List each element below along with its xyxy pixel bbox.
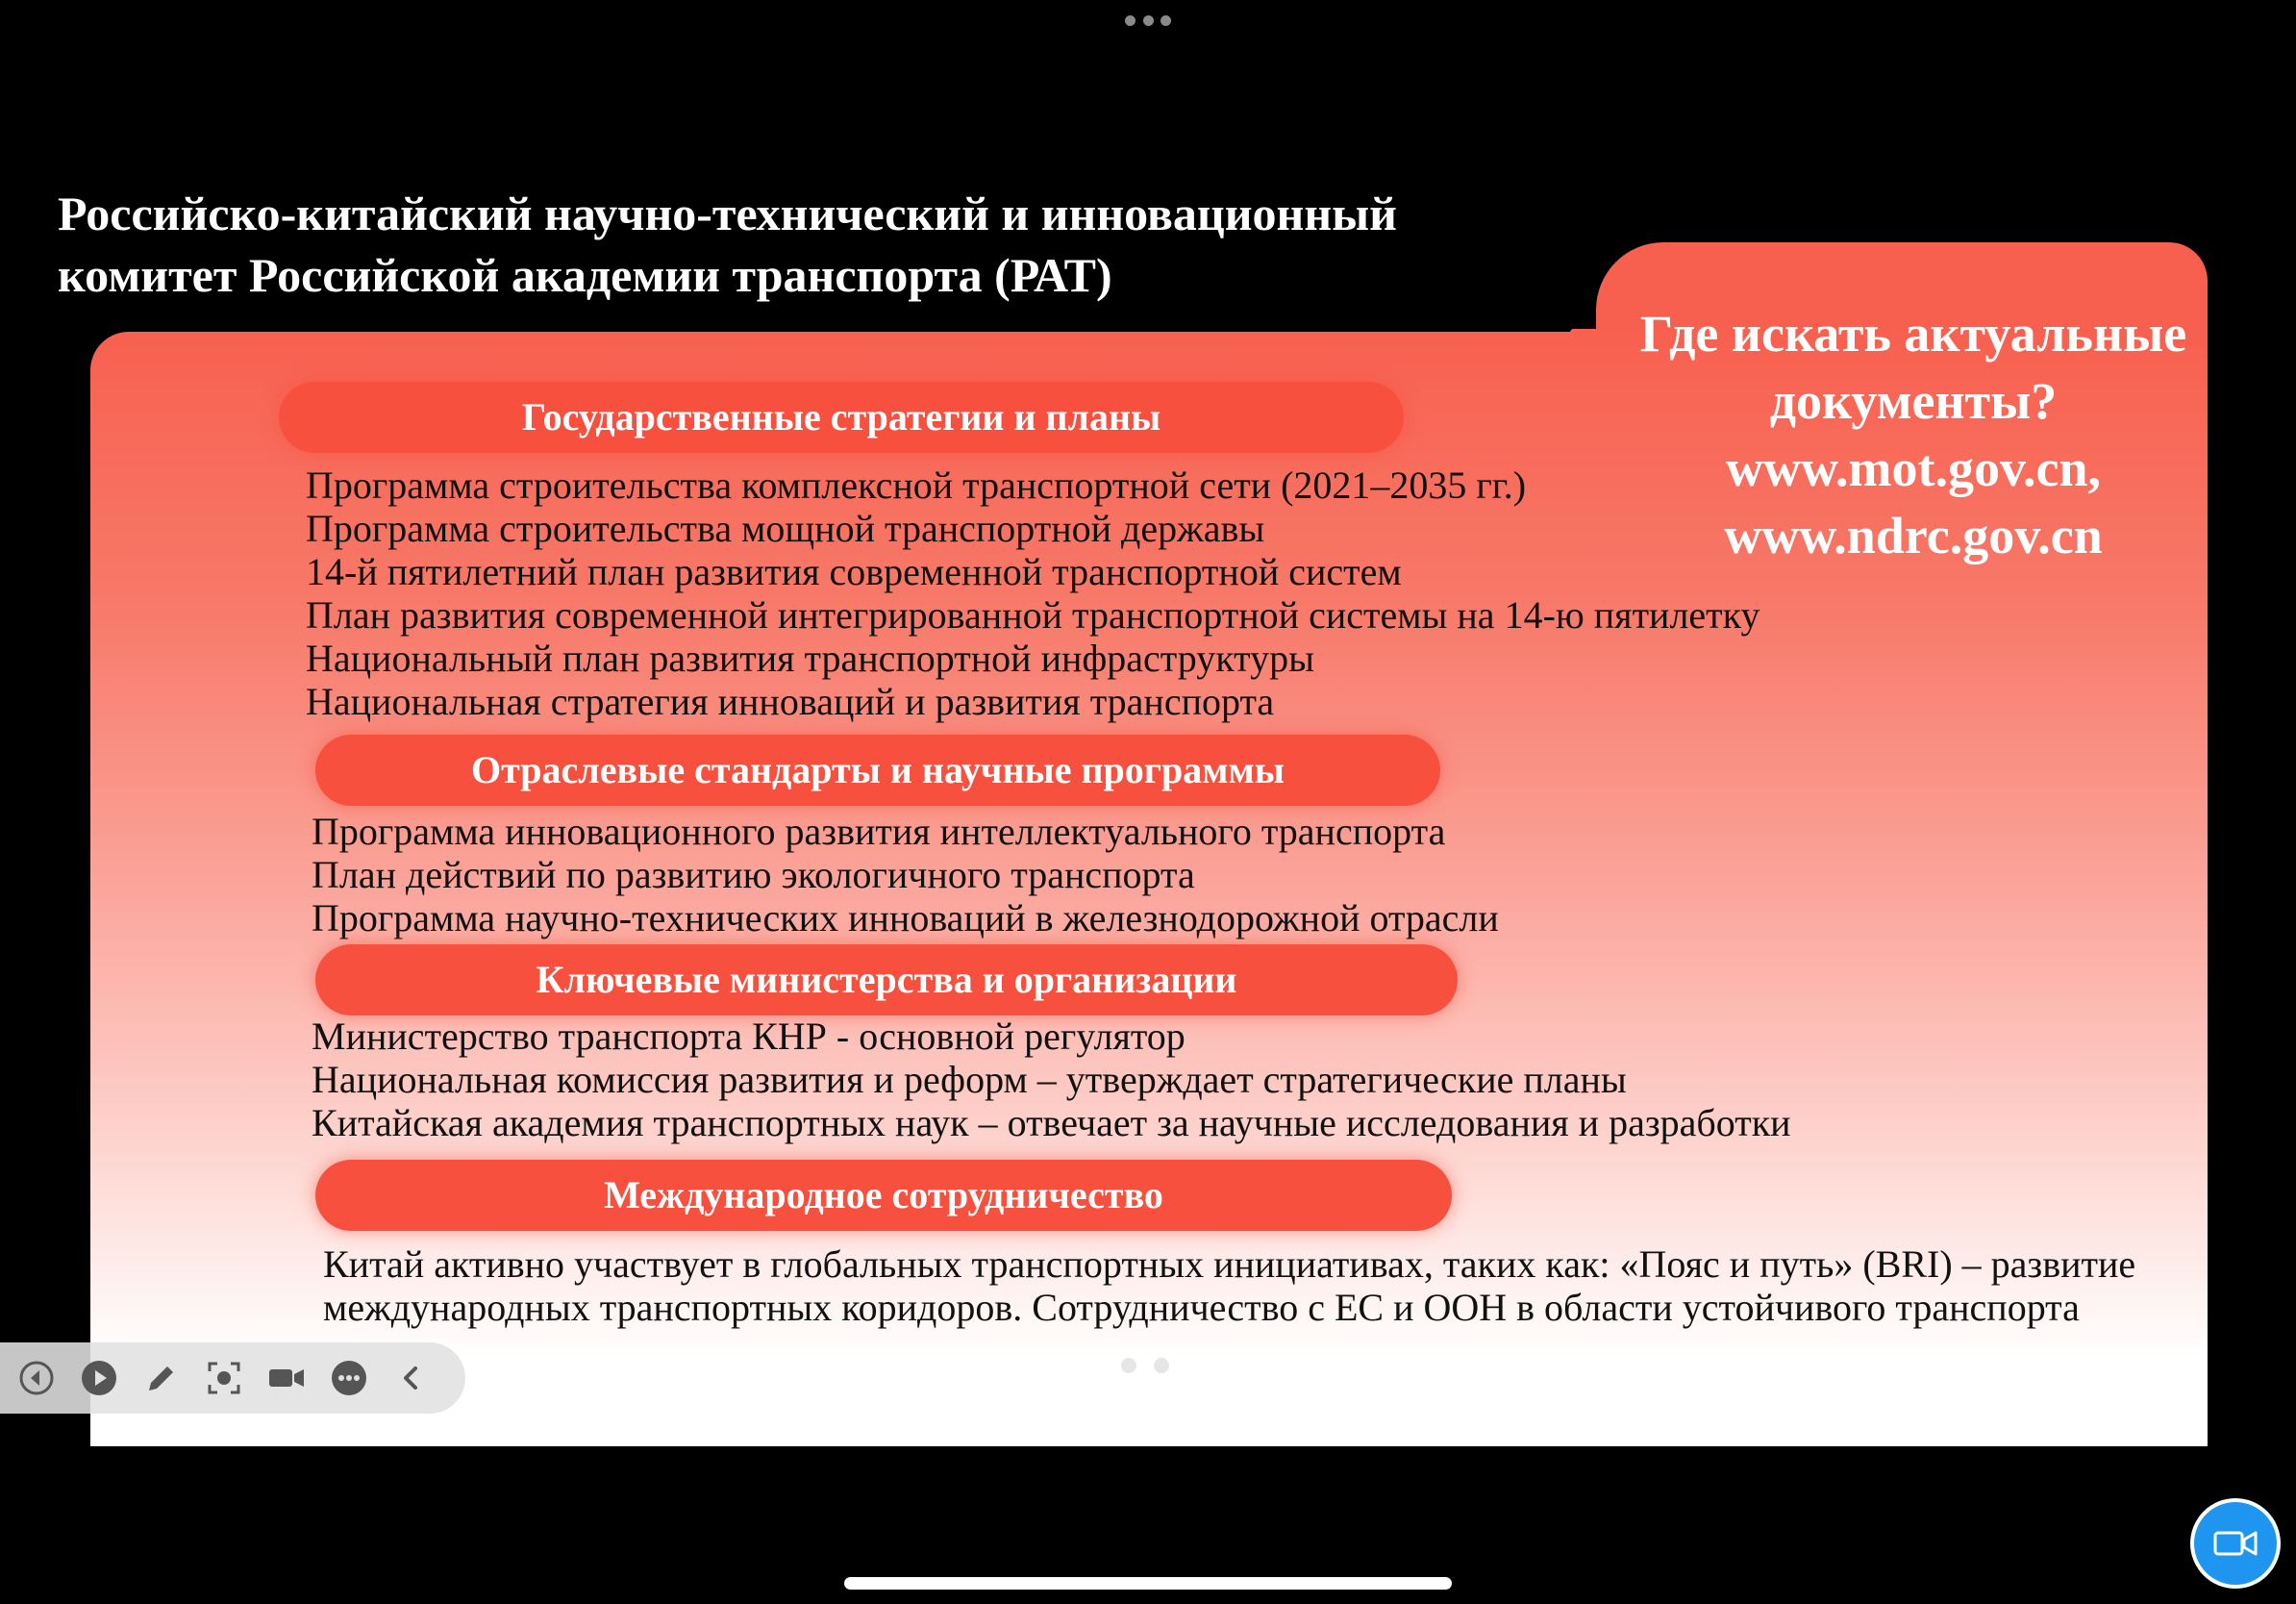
video-camera-icon [2212,1520,2259,1566]
presentation-toolbar [0,1342,465,1414]
multitasking-dots[interactable] [1125,15,1171,29]
list-item: 14-й пятилетний план развития современной транспортной систем [306,550,1402,593]
presentation-slide [0,156,2296,1446]
industry-standards-list [312,810,1499,940]
dot [1125,15,1136,26]
state-strategies-list [306,464,1760,723]
list-item: Программа строительства мощной транспортной державы [306,507,1265,550]
list-item: Национальный план развития транспортной инфраструктуры [306,637,1314,680]
camera-icon[interactable] [267,1359,306,1397]
section-heading-key-ministries: Ключевые министерства и организации [315,944,1458,1015]
list-item: План развития современной интегрированной транспортной системы на 14-ю пятилетку [306,593,1760,637]
prev-icon[interactable] [17,1359,56,1397]
dot [1160,15,1171,26]
list-item: Программа инновационного развития интеллектуального транспорта [312,810,1446,853]
list-item: Китайская академия транспортных наук – отвечает за научные исследования и разработки [312,1101,1791,1144]
more-icon[interactable] [330,1359,368,1397]
dot [1143,15,1154,26]
play-icon[interactable] [80,1359,118,1397]
page-dot [1154,1358,1169,1373]
list-item: План действий по развитию экологичного транспорта [312,853,1195,896]
slide-page-indicator [1121,1358,1169,1373]
list-item: Национальная комиссия развития и реформ – утверждает стратегические планы [312,1058,1627,1101]
key-ministries-list [312,1015,1791,1144]
video-call-button[interactable] [2190,1498,2281,1589]
list-item: Программа строительства комплексной транспортной сети (2021–2035 гг.) [306,464,1527,507]
slide-title: Российско-китайский научно-технический и инновационный комитет Российской академии транспорта (РАТ) [58,187,1397,302]
section-heading-state-strategies: Государственные стратегии и планы [279,382,1404,453]
callout-line: Где искать актуальные [1639,305,2187,363]
callout-line: документы? [1769,372,2058,430]
collapse-icon[interactable] [392,1359,431,1397]
international-cooperation-text: Китай активно участвует в глобальных транспортных инициативах, таких как: «Пояс и путь» (BRI) – развитие международных транспортных коридоров. Сотрудничество с ЕС и ООН в области устойчивого транспорта [323,1242,2136,1329]
list-item: Программа научно-технических инноваций в железнодорожной отрасли [312,896,1499,940]
list-item: Национальная стратегия инноваций и развития транспорта [306,680,1275,723]
section-heading-industry-standards: Отраслевые стандарты и научные программы [315,735,1440,806]
screenshot-icon[interactable] [205,1359,243,1397]
list-item: Министерство транспорта КНР - основной регулятор [312,1015,1185,1058]
section-heading-international: Международное сотрудничество [315,1160,1452,1231]
callout-link-ndrc[interactable]: www.ndrc.gov.cn [1724,507,2103,564]
home-indicator[interactable] [844,1577,1452,1590]
callout-link-mot[interactable]: www.mot.gov.cn, [1726,439,2101,497]
page-dot [1121,1358,1136,1373]
pencil-icon[interactable] [142,1359,181,1397]
